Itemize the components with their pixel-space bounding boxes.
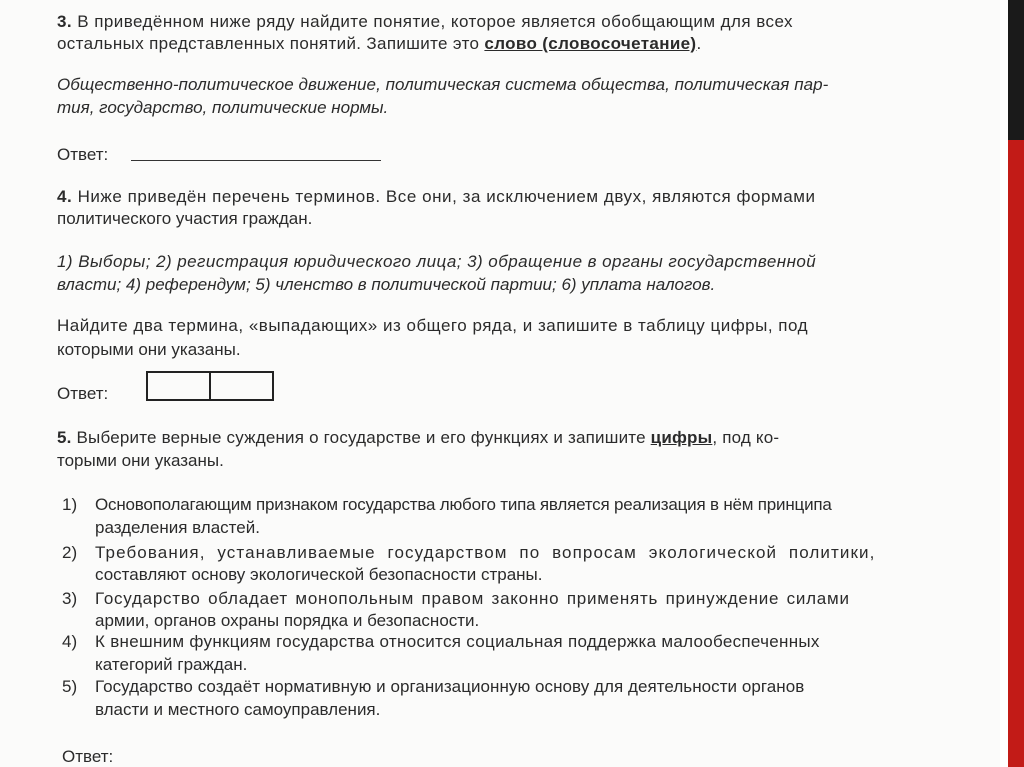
q5-option-text: составляют основу экологической безопасности страны. [95, 565, 543, 584]
q4-task-line-2: которыми они указаны. [57, 340, 241, 359]
slide-edge-red-bar [1008, 140, 1024, 767]
q4-list-line-2: власти; 4) референдум; 5) членство в политической партии; 6) уплата налогов. [57, 275, 716, 294]
q4-list-line-1: 1) Выборы; 2) регистрация юридического лица; 3) обращение в органы государственной [57, 252, 817, 271]
q4-task-line-1: Найдите два термина, «выпадающих» из общего ряда, и запишите в таблицу цифры, под [57, 316, 809, 335]
q5-option-text: разделения властей. [95, 518, 260, 537]
q3-answer-label: Ответ: [57, 145, 109, 164]
q5-option-text: категорий граждан. [95, 655, 248, 674]
q3-terms-line-2: тия, государство, политические нормы. [57, 98, 389, 117]
q5-option-text: К внешним функциям государства относится социальная поддержка малообеспеченных [95, 632, 820, 651]
q4-answer-label: Ответ: [57, 384, 109, 403]
q3-line-1: 3. В приведённом ниже ряду найдите понятие, которое является обобщающим для всех [57, 12, 793, 31]
q5-number: 5. [57, 428, 72, 447]
q3-terms-line-1: Общественно-политическое движение, политическая система общества, политическая пар- [57, 75, 829, 94]
q4-answer-cell-1[interactable] [148, 373, 211, 399]
q3-number: 3. [57, 12, 73, 31]
q3-answer-field[interactable] [131, 160, 381, 161]
q5-option-text: власти и местного самоуправления. [95, 700, 381, 719]
cropped-previous-line [60, 0, 260, 1]
q5-answer-label: Ответ: [62, 747, 114, 766]
q4-line-2: политического участия граждан. [57, 209, 313, 228]
q5-option-number: 2) [62, 543, 78, 562]
q5-option-number: 1) [62, 495, 78, 514]
q3-line-2: остальных представленных понятий. Запишите это слово (словосочетание). [57, 34, 702, 53]
q5-option-text: Основополагающим признаком государства любого типа является реализация в нём принципа [95, 495, 832, 514]
q5-emphasis: цифры [650, 428, 713, 447]
q4-number: 4. [57, 187, 73, 206]
q5-option-number: 5) [62, 677, 78, 696]
q5-option-text: Государство обладает монопольным правом законно применять принуждение силами [95, 589, 850, 608]
q5-option-text: армии, органов охраны порядка и безопасности. [95, 611, 480, 630]
q5-option-text: Требования, устанавливаемые государством по вопросам экологической политики, [95, 543, 876, 562]
q5-line-2: торыми они указаны. [57, 451, 224, 470]
q5-option-number: 4) [62, 632, 78, 651]
q5-option-number: 3) [62, 589, 78, 608]
q3-emphasis: слово (словосочетание) [484, 34, 697, 53]
q4-answer-cell-2[interactable] [211, 373, 270, 399]
q5-line-1: 5. Выберите верные суждения о государстве и его функциях и запишите цифры, под ко- [57, 428, 780, 447]
q4-line-1: 4. Ниже приведён перечень терминов. Все они, за исключением двух, являются формами [57, 187, 816, 206]
q5-option-text: Государство создаёт нормативную и организационную основу для деятельности органов [95, 677, 805, 696]
q4-answer-table [146, 371, 274, 401]
